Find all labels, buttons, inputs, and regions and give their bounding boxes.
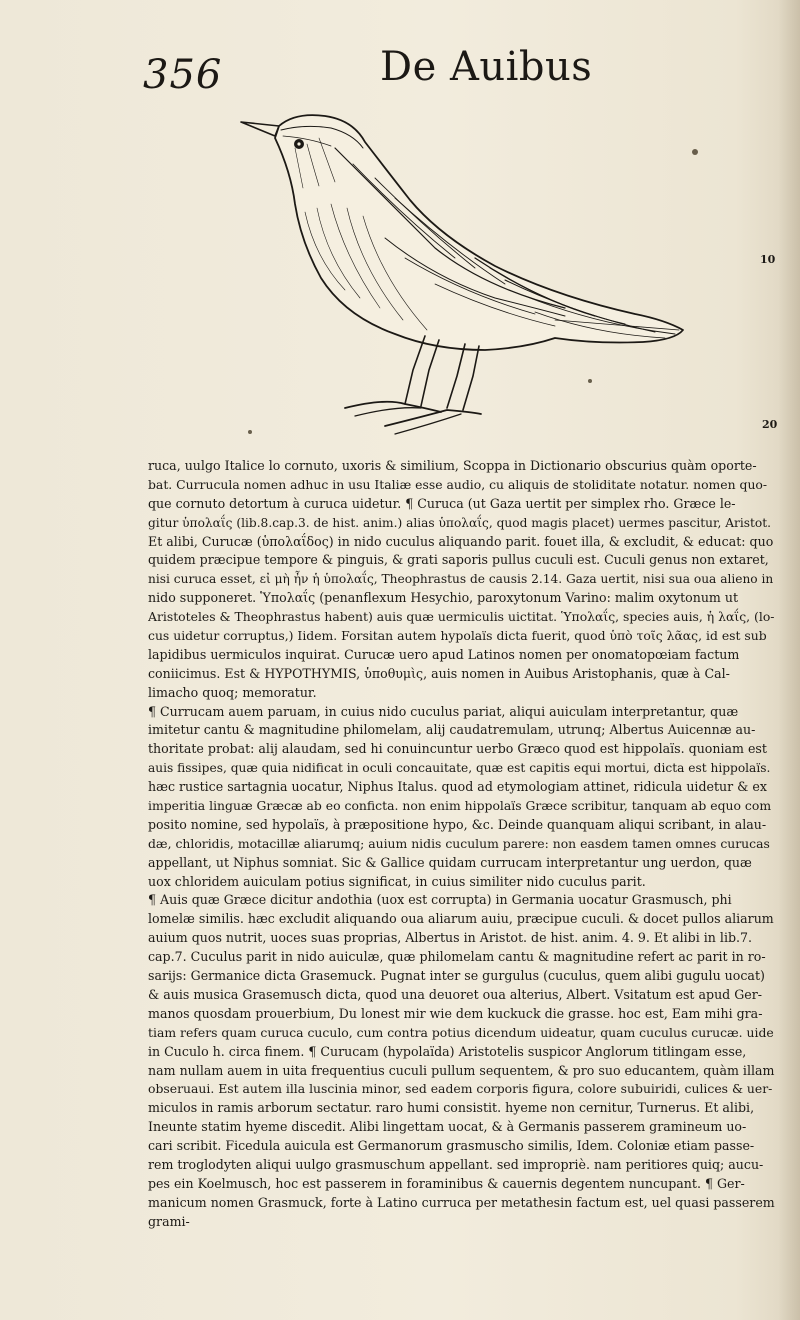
text-line: pes ein Koelmusch, hoc est passerem in foraminibus & cauernis degentem nuncupant. ¶ Ger-	[148, 1175, 745, 1191]
text-line: quidem præcipue tempore & pinguis, & grati saporis pullus cuculi est. Cuculi genus non extaret,	[148, 552, 769, 568]
text-line: appellant, ut Niphus somniat. Sic & Gallice quidam currucam interpretantur ung uerdon, quæ	[148, 854, 752, 870]
text-line: posito nomine, sed hypolaïs, à præpositione hypo, &c. Deinde quanquam aliqui scribant, in alau-	[148, 816, 767, 832]
text-line: nam nullam auem in uita frequentius cuculi pullum sequentem, & pro suo educantem, quàm illam	[148, 1062, 775, 1078]
text-line: Ineunte statim hyeme discedit. Alibi lingettam uocat, & à Germanis passerem gramineum uo-	[148, 1119, 747, 1135]
ink-spot	[692, 149, 698, 155]
text-line: cus uidetur corruptus,) Iidem. Forsitan autem hypolaïs dicta fuerit, quod ὑπὸ τοῖς λᾶας, id est sub	[148, 628, 767, 644]
text-line: manicum nomen Grasmuck, forte à Latino curruca per metathesin factum est, uel quasi passerem	[148, 1194, 775, 1210]
text-line: manos quosdam prouerbium, Du lonest mir wie dem kuckuck die grasse. hoc est, Eam mihi gra-	[148, 1005, 763, 1021]
text-line: tiam refers quam curuca cuculo, cum contra potius dicendum uideatur, quam cuculus curucæ. uide	[148, 1024, 774, 1040]
text-line: limacho quoq; memoratur.	[148, 684, 317, 700]
text-line: imperitia linguæ Græcæ ab eo conficta. non enim hippolaïs Græce scribitur, tanquam ab equo com	[148, 798, 772, 814]
bird-woodcut-illustration	[235, 108, 695, 448]
text-line: sarijs: Germanice dicta Grasemuck. Pugnat inter se gurgulus (cuculus, quem alibi gugulu uocat)	[148, 968, 765, 984]
ink-spot	[248, 430, 252, 434]
text-line: uox chloridem auiculam potius significat, in cuius similiter nido cuculus parit.	[148, 873, 646, 889]
text-line: ruca, uulgo Italice lo cornuto, uxoris & similium, Scoppa in Dictionario obscurius quàm oporte-	[148, 458, 757, 473]
text-line: ¶ Auis quæ Græce dicitur andothia (uox est corrupta) in Germania uocatur Grasmusch, phi	[148, 892, 732, 908]
text-line: thoritate probat: alij alaudam, sed hi conuincuntur uerbo Græco quod est hippolaïs. quoniam est	[148, 741, 767, 757]
text-line: que cornuto detortum à curuca uidetur. ¶ Curuca (ut Gaza uertit per simplex rho. Græce le-	[148, 495, 736, 511]
ink-spot	[588, 379, 592, 383]
text-line: cari scribit. Ficedula auicula est Germanorum grasmuscho similis, Idem. Coloniæ etiam passe-	[148, 1138, 755, 1154]
text-line: hæc rustice sartagnia uocatur, Niphus Italus. quod ad etymologiam attinet, ridicula uidetur & ex	[148, 779, 767, 795]
text-line: nido supponeret. Ὑπολαΐς (penanflexum Hesychio, paroxytonum Varino: malim oxytonum ut	[148, 590, 739, 606]
text-line: lomelæ similis. hæc excludit aliquando oua aliarum auiu, præcipue cuculi. & docet pullos aliarum	[148, 911, 774, 927]
page-gutter-shadow	[778, 0, 800, 1320]
margin-note: 10	[760, 253, 776, 266]
text-line: bat. Currucula nomen adhuc in usu Italiæ esse audio, cu aliquis de stoliditate notatur. nomen quo-	[148, 476, 768, 492]
page-number: 356	[143, 52, 223, 98]
text-line: grami-	[148, 1213, 190, 1229]
text-line: nisi curuca esset, εἰ μὴ ἦν ἡ ὑπολαΐς, Theophrastus de causis 2.14. Gaza uertit, nisi sua oua alieno in	[148, 572, 774, 587]
text-line	[148, 1232, 776, 1251]
text-line: Aristoteles & Theophrastus habent) auis quæ uermiculis uictitat. Ὑπολαΐς, species auis, ἡ λαΐς, (lo-	[148, 609, 775, 625]
text-line: dæ, chloridis, motacillæ aliarumq; auium nidis cuculum parere: non easdem tamen omnes curucas	[148, 835, 770, 851]
text-line: & auis musica Grasemusch dicta, quod una deuoret oua alterius, Albert. Vsitatum est apud Ger-	[148, 986, 763, 1002]
text-line: coniicimus. Est & HYPOTHYMIS, ὑποθυμὶς, auis nomen in Auibus Aristophanis, quæ à Cal-	[148, 665, 730, 681]
text-line: rem troglodyten aliqui uulgo grasmuschum appellant. sed impropriè. nam peritiores quiq; aucu-	[148, 1156, 764, 1172]
text-line: auium quos nutrit, uoces suas proprias, Albertus in Aristot. de hist. anim. 4. 9. Et alibi in lib.7.	[148, 930, 753, 946]
main-text-block	[148, 457, 776, 1250]
text-line: obseruaui. Est autem illa luscinia minor, sed eadem corporis figura, colore subuiridi, culices & uer-	[148, 1081, 773, 1097]
text-line: in Cuculo h. circa finem. ¶ Curucam (hypolaïda) Aristotelis suspicor Anglorum titlingam esse,	[148, 1043, 747, 1059]
text-line: imitetur cantu & magnitudine philomelam, alij caudatremulam, utrunq; Albertus Auicennæ au-	[148, 722, 756, 738]
text-line: auis fissipes, quæ quia nidificat in oculi concauitate, quæ est capitis equi mortui, dicta est hippolaïs.	[148, 761, 771, 776]
text-line: lapidibus uermiculos inquirat. Curucæ uero apud Latinos nomen per onomatopœiam factum	[148, 646, 740, 662]
margin-note: 20	[762, 418, 778, 431]
text-line: Et alibi, Curucæ (ὑπολαΐδος) in nido cuculus aliquando parit. fouet illa, & excludit, & educat: quo	[148, 533, 774, 549]
text-line: cap.7. Cuculus parit in nido auiculæ, quæ philomelam cantu & magnitudine refert ac parit in ro-	[148, 949, 766, 965]
text-line: gitur ὑπολαΐς (lib.8.cap.3. de hist. anim.) alias ὑπολαΐς, quod magis placet) uermes pascitur, Aristot.	[148, 515, 772, 530]
text-line: ¶ Currucam auem paruam, in cuius nido cuculus pariat, aliqui auiculam interpretantur, quæ	[148, 703, 739, 719]
running-head: De Auibus	[380, 44, 593, 90]
text-line: miculos in ramis arborum sectatur. raro humi consistit. hyeme non cernitur, Turnerus. Et alibi,	[148, 1100, 755, 1116]
